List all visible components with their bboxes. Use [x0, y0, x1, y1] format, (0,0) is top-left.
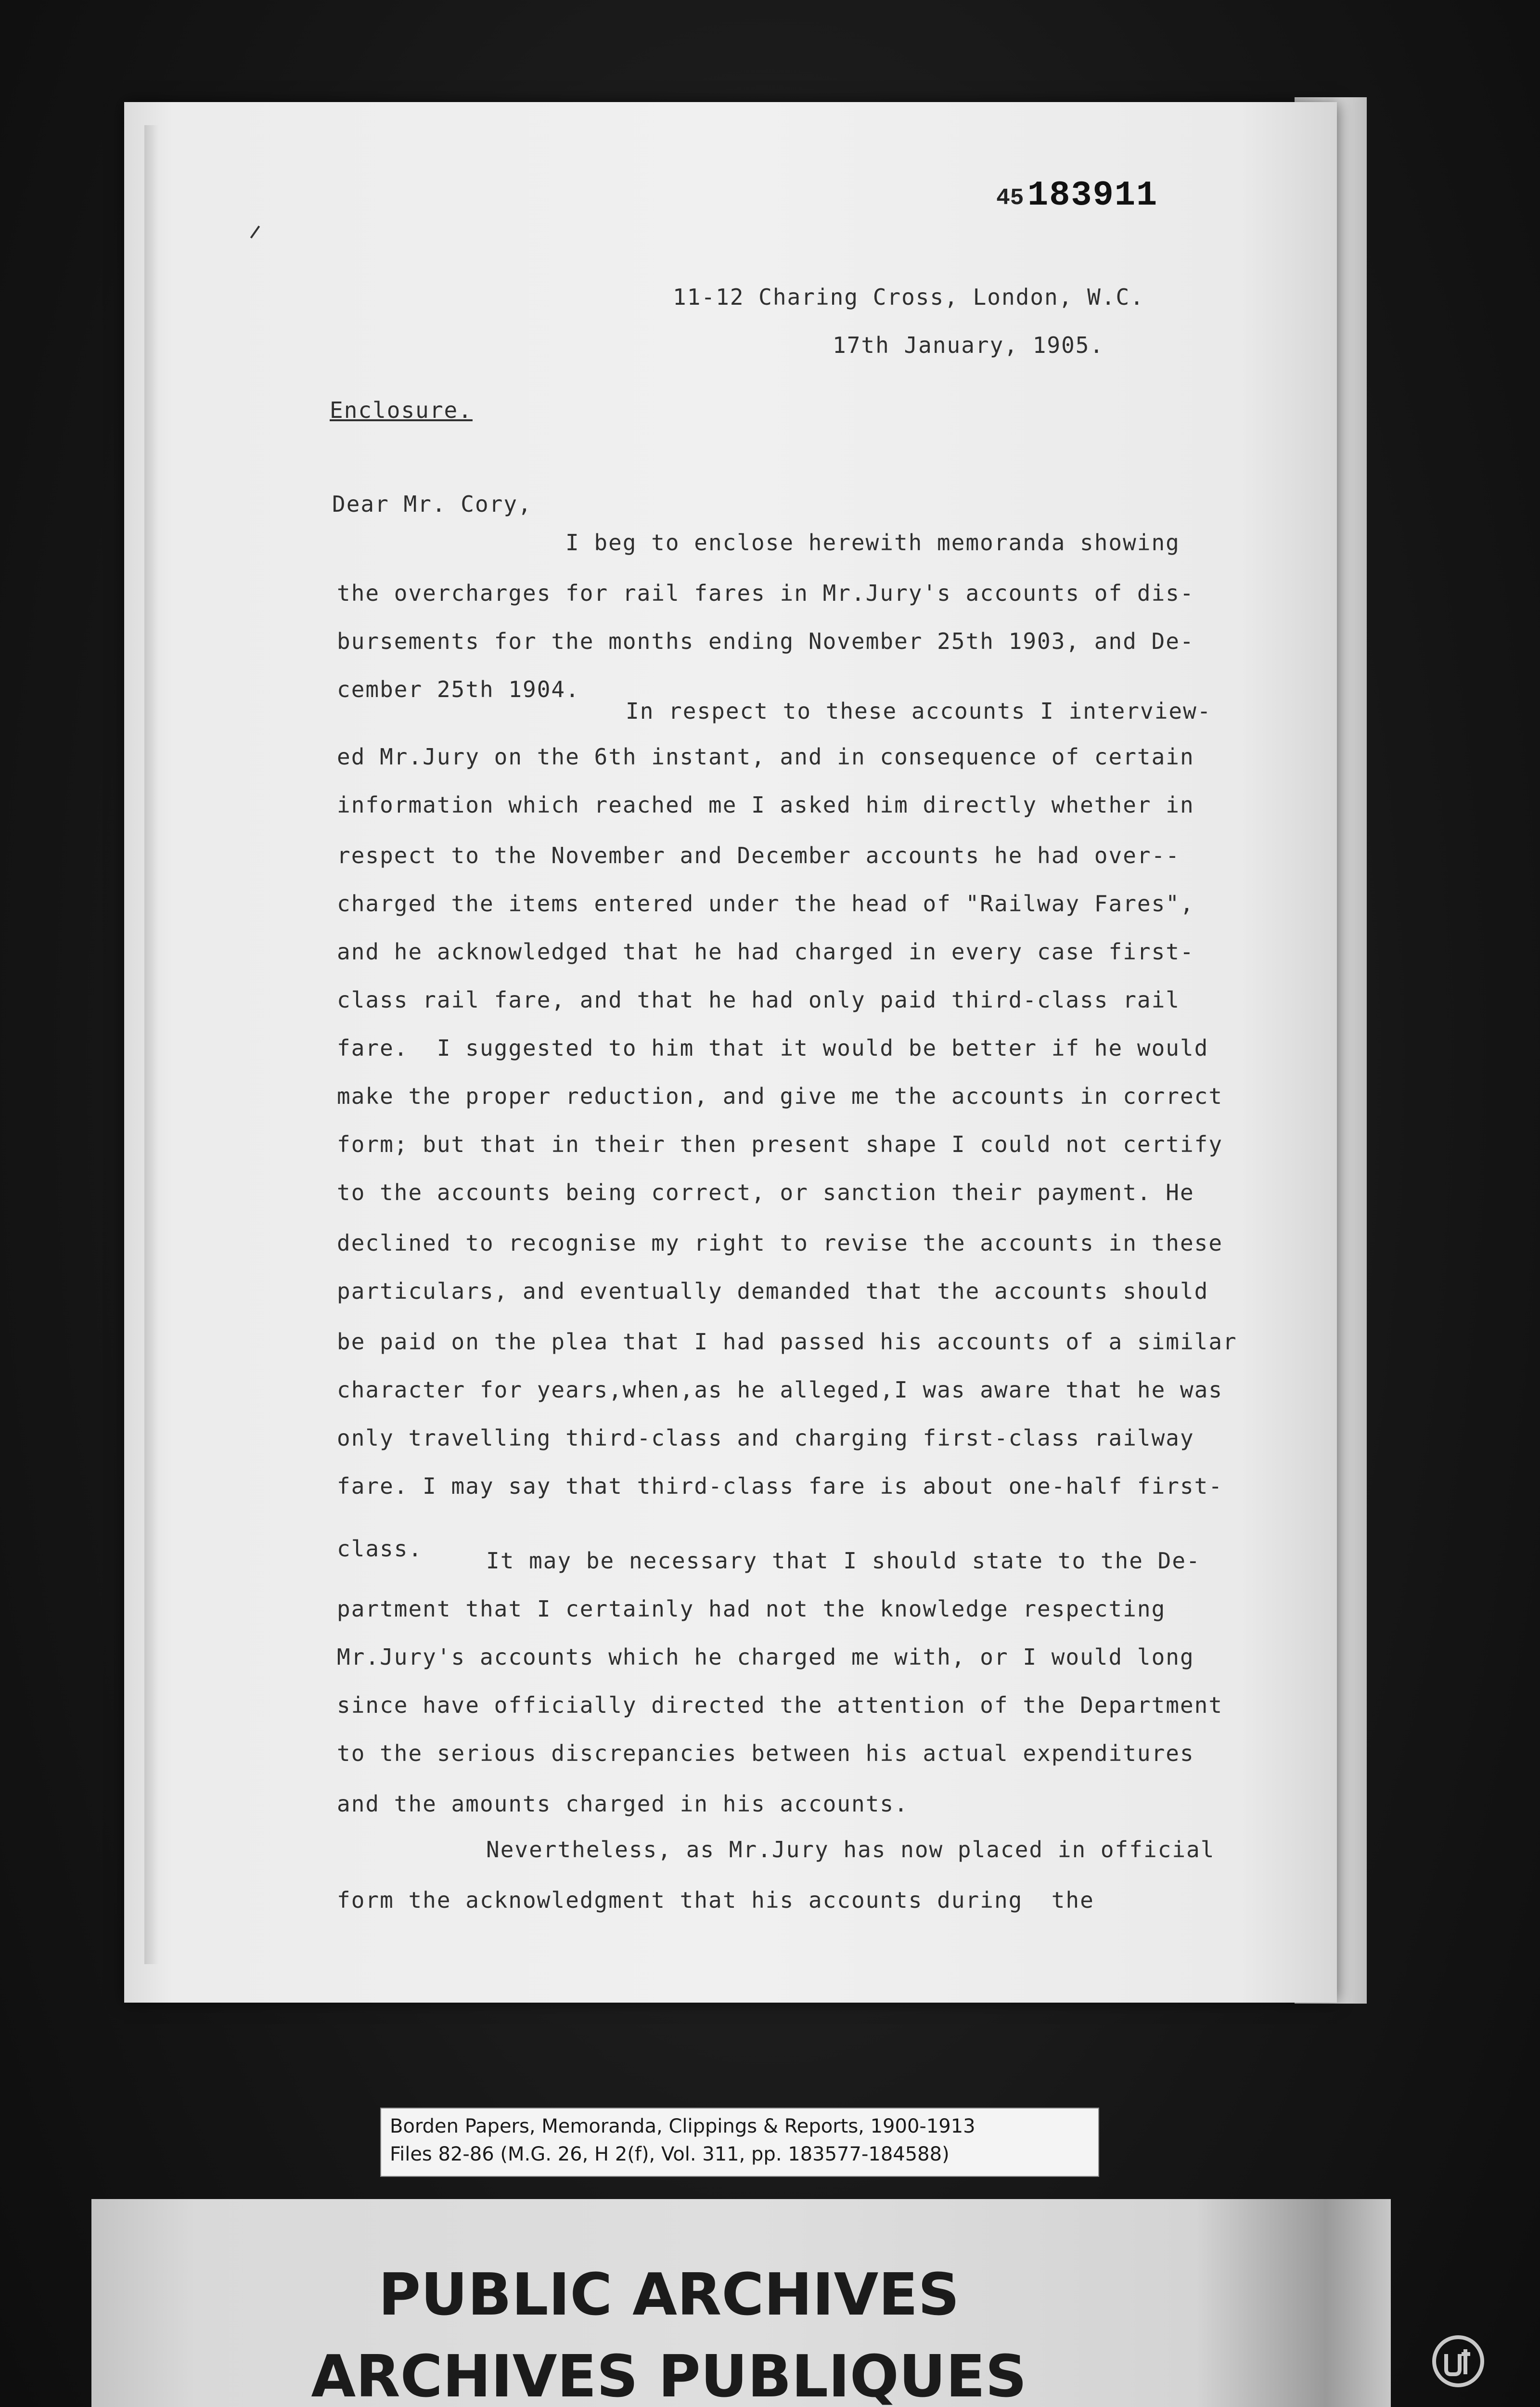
body-line: cember 25th 1904.: [337, 676, 580, 702]
body-line: particulars, and eventually demanded that the accounts should: [337, 1278, 1209, 1304]
salutation: Dear Mr. Cory,: [332, 491, 532, 517]
body-line: the overcharges for rail fares in Mr.Jury's accounts of dis-: [337, 580, 1194, 606]
body-line: fare. I suggested to him that it would be better if he would: [337, 1035, 1209, 1061]
stamp-line-archives-publiques: ARCHIVES PUBLIQUES: [311, 2343, 1027, 2407]
stamp-line-public-archives: PUBLIC ARCHIVES: [378, 2262, 960, 2329]
archives-stamp: [91, 2199, 1391, 2407]
body-line: only travelling third-class and charging first-class railway: [337, 1425, 1194, 1451]
microfilm-logo-icon: [1432, 2335, 1485, 2388]
letter-date: 17th January, 1905.: [833, 332, 1104, 358]
body-line: I beg to enclose herewith memoranda showing: [565, 530, 1180, 556]
body-line: form; but that in their then present shape I could not certify: [337, 1131, 1223, 1157]
archive-label: [380, 2108, 1099, 2177]
folio-number: 183911: [1027, 176, 1158, 215]
body-line: form the acknowledgment that his accounts during the: [337, 1887, 1094, 1913]
body-line: declined to recognise my right to revise the accounts in these: [337, 1230, 1223, 1256]
body-line: partment that I certainly had not the knowledge respecting: [337, 1596, 1166, 1622]
body-line: Nevertheless, as Mr.Jury has now placed in official: [486, 1837, 1215, 1863]
body-line: ed Mr.Jury on the 6th instant, and in consequence of certain: [337, 744, 1194, 770]
body-line: It may be necessary that I should state to the De-: [486, 1548, 1201, 1574]
page-fold-shadow: [144, 125, 159, 1964]
body-line: and he acknowledged that he had charged in every case first-: [337, 939, 1194, 965]
body-line: and the amounts charged in his accounts.: [337, 1791, 909, 1817]
body-line: charged the items entered under the head of "Railway Fares",: [337, 891, 1194, 917]
body-line: Mr.Jury's accounts which he charged me with, or I would long: [337, 1644, 1194, 1670]
body-line: bursements for the months ending November 25th 1903, and De-: [337, 628, 1194, 654]
body-line: character for years,when,as he alleged,I was aware that he was: [337, 1377, 1223, 1403]
archive-label-line-2: Files 82-86 (M.G. 26, H 2(f), Vol. 311, pp. 183577-184588): [390, 2143, 950, 2165]
body-line: to the serious discrepancies between his actual expenditures: [337, 1740, 1194, 1766]
folio-small: 45: [996, 185, 1024, 211]
body-line: class.: [337, 1536, 423, 1562]
body-line: since have officially directed the attention of the Department: [337, 1692, 1223, 1718]
letter-address: 11-12 Charing Cross, London, W.C.: [673, 284, 1144, 310]
body-line: make the proper reduction, and give me the accounts in correct: [337, 1083, 1223, 1109]
body-line: to the accounts being correct, or sanction their payment. He: [337, 1179, 1194, 1205]
enclosure-heading: Enclosure.: [330, 397, 473, 423]
body-line: In respect to these accounts I interview-: [626, 698, 1212, 724]
body-line: respect to the November and December accounts he had over--: [337, 842, 1180, 868]
body-line: class rail fare, and that he had only paid third-class rail: [337, 987, 1180, 1013]
body-line: be paid on the plea that I had passed his accounts of a similar: [337, 1329, 1237, 1355]
body-line: fare. I may say that third-class fare is about one-half first-: [337, 1473, 1223, 1499]
archive-label-line-1: Borden Papers, Memoranda, Clippings & Reports, 1900-1913: [390, 2115, 975, 2137]
body-line: information which reached me I asked him directly whether in: [337, 792, 1194, 818]
